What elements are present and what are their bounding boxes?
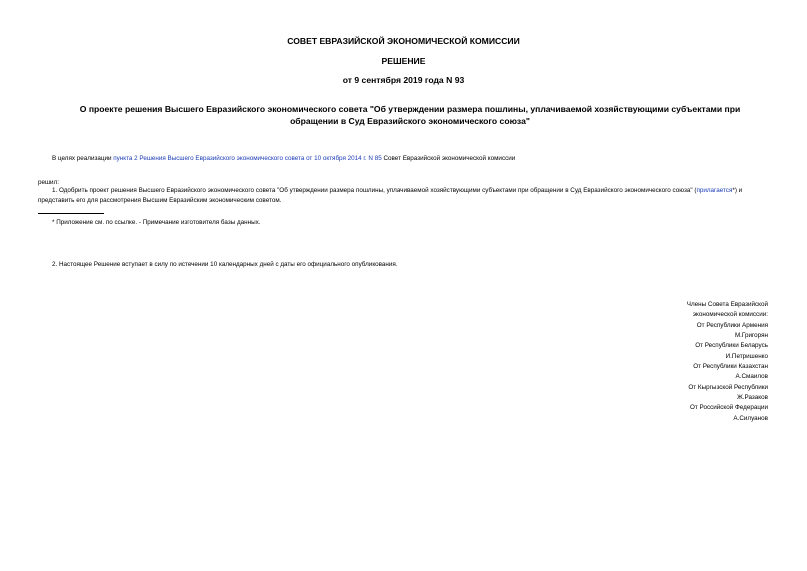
signature-line: От Республики Беларусь (695, 342, 768, 350)
document-type-heading: РЕШЕНИЕ (381, 56, 426, 66)
footnote-divider (38, 213, 104, 214)
item-1-paragraph (38, 186, 774, 206)
footnote-text: * Приложение см. по ссылке. - Примечание изготовителя базы данных. (52, 219, 261, 226)
signature-line: От Кыргызской Республики (688, 383, 768, 391)
item-1-suffix: *) и представить его для рассмотрения Высшим Евразийским экономическим советом. (38, 187, 743, 204)
signature-line: Члены Совета Евразийской (686, 301, 768, 308)
signature-line: От Российской Федерации (689, 404, 768, 412)
preamble-link[interactable]: пункта 2 Решения Высшего Евразийского экономического совета от 10 октября 2014 г. N 85 (113, 155, 382, 162)
signatures-block (687, 300, 768, 424)
document-date-number: от 9 сентября 2019 года N 93 (342, 75, 465, 85)
resolved-label: решил: (38, 179, 59, 186)
document-title: О проекте решения Высшего Евразийского экономического совета "Об утверждении размера пошлины, уплачиваемой хозяйствующими субъектами при обращении в Суд Евразийского экономического союза" (79, 104, 741, 126)
signature-line: Ж.Разаков (736, 394, 768, 402)
item-2-paragraph: 2. Настоящее Решение вступает в силу по истечении 10 календарных дней с даты его официального опубликования. (52, 261, 398, 268)
preamble-paragraph (52, 154, 515, 164)
preamble-suffix: Совет Евразийской экономической комиссии (381, 155, 516, 162)
item-1-prefix: 1. Одобрить проект решения Высшего Евразийского экономического совета "Об утверждении размера пошлины, уплачиваемой хозяйствующими субъектами при обращении в Суд Евразийского экономического союза" ( (52, 187, 697, 194)
signature-line: экономической комиссии: (692, 311, 768, 319)
organization-heading: СОВЕТ ЕВРАЗИЙСКОЙ ЭКОНОМИЧЕСКОЙ КОМИССИИ (287, 36, 520, 46)
attachment-link[interactable]: прилагается (696, 187, 733, 194)
preamble-prefix: В целях реализации (52, 155, 114, 162)
signature-line: М.Григорян (734, 332, 768, 340)
signature-line: От Республики Казахстан (693, 363, 768, 371)
signature-line: От Республики Армения (696, 321, 768, 329)
signature-line: И.Петришенко (725, 352, 768, 360)
signature-line: А.Смаилов (735, 373, 768, 381)
signature-line: А.Силуанов (733, 414, 768, 422)
